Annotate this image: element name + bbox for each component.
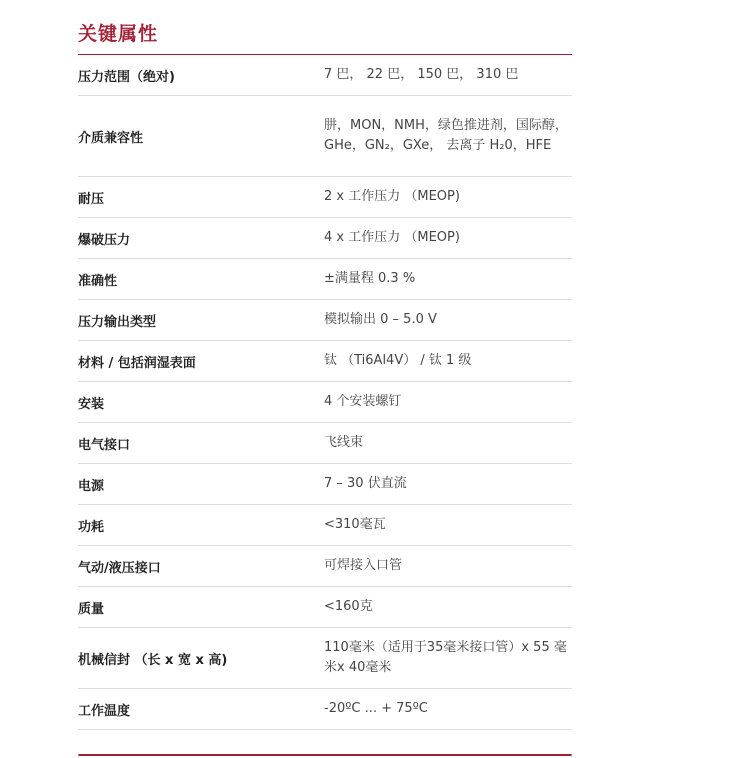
table-row (78, 423, 572, 464)
key-properties-section (78, 18, 572, 730)
table-row (78, 689, 572, 730)
property-label: 压力范围（绝对) (78, 55, 324, 96)
property-label: 工作温度 (78, 689, 324, 730)
property-value: 7 巴， 22 巴， 150 巴， 310 巴 (324, 55, 572, 96)
property-label: 介质兼容性 (78, 96, 324, 177)
table-row (78, 546, 572, 587)
property-value: 可焊接入口管 (324, 546, 572, 587)
table-row (78, 382, 572, 423)
property-value: 110毫米（适用于35毫米接口管）x 55 毫米x 40毫米 (324, 628, 572, 689)
property-value: <310毫瓦 (324, 505, 572, 546)
property-label: 耐压 (78, 177, 324, 218)
property-label: 电气接口 (78, 423, 324, 464)
table-row (78, 55, 572, 96)
table-row (78, 505, 572, 546)
property-label: 爆破压力 (78, 218, 324, 259)
property-value: <160克 (324, 587, 572, 628)
properties-table (78, 55, 572, 730)
property-value: 4 个安装螺钉 (324, 382, 572, 423)
property-label: 准确性 (78, 259, 324, 300)
property-value: -20ºC ... + 75ºC (324, 689, 572, 730)
property-value: ±满量程 0.3 % (324, 259, 572, 300)
property-label: 气动/液压接口 (78, 546, 324, 587)
property-label: 质量 (78, 587, 324, 628)
property-value: 2 x 工作压力 （MEOP) (324, 177, 572, 218)
next-section-border (78, 754, 572, 758)
property-value: 肼，MON，NMH，绿色推进剂，国际醇，GHe，GN₂，GXe， 去离子 H₂0，HFE (324, 96, 572, 177)
table-row (78, 96, 572, 177)
property-label: 材料 / 包括润湿表面 (78, 341, 324, 382)
table-row (78, 341, 572, 382)
table-row (78, 177, 572, 218)
table-row (78, 218, 572, 259)
property-label: 压力输出类型 (78, 300, 324, 341)
section-title: 关键属性 (78, 18, 572, 55)
table-row (78, 628, 572, 689)
property-label: 电源 (78, 464, 324, 505)
property-value: 模拟输出 0 – 5.0 V (324, 300, 572, 341)
table-row (78, 300, 572, 341)
property-label: 机械信封 （长 x 宽 x 高) (78, 628, 324, 689)
property-value: 4 x 工作压力 （MEOP) (324, 218, 572, 259)
property-value: 7 – 30 伏直流 (324, 464, 572, 505)
property-label: 安装 (78, 382, 324, 423)
property-value: 钛 （Ti6Al4V） / 钛 1 级 (324, 341, 572, 382)
property-label: 功耗 (78, 505, 324, 546)
table-row (78, 587, 572, 628)
property-value: 飞线束 (324, 423, 572, 464)
table-row (78, 464, 572, 505)
table-row (78, 259, 572, 300)
